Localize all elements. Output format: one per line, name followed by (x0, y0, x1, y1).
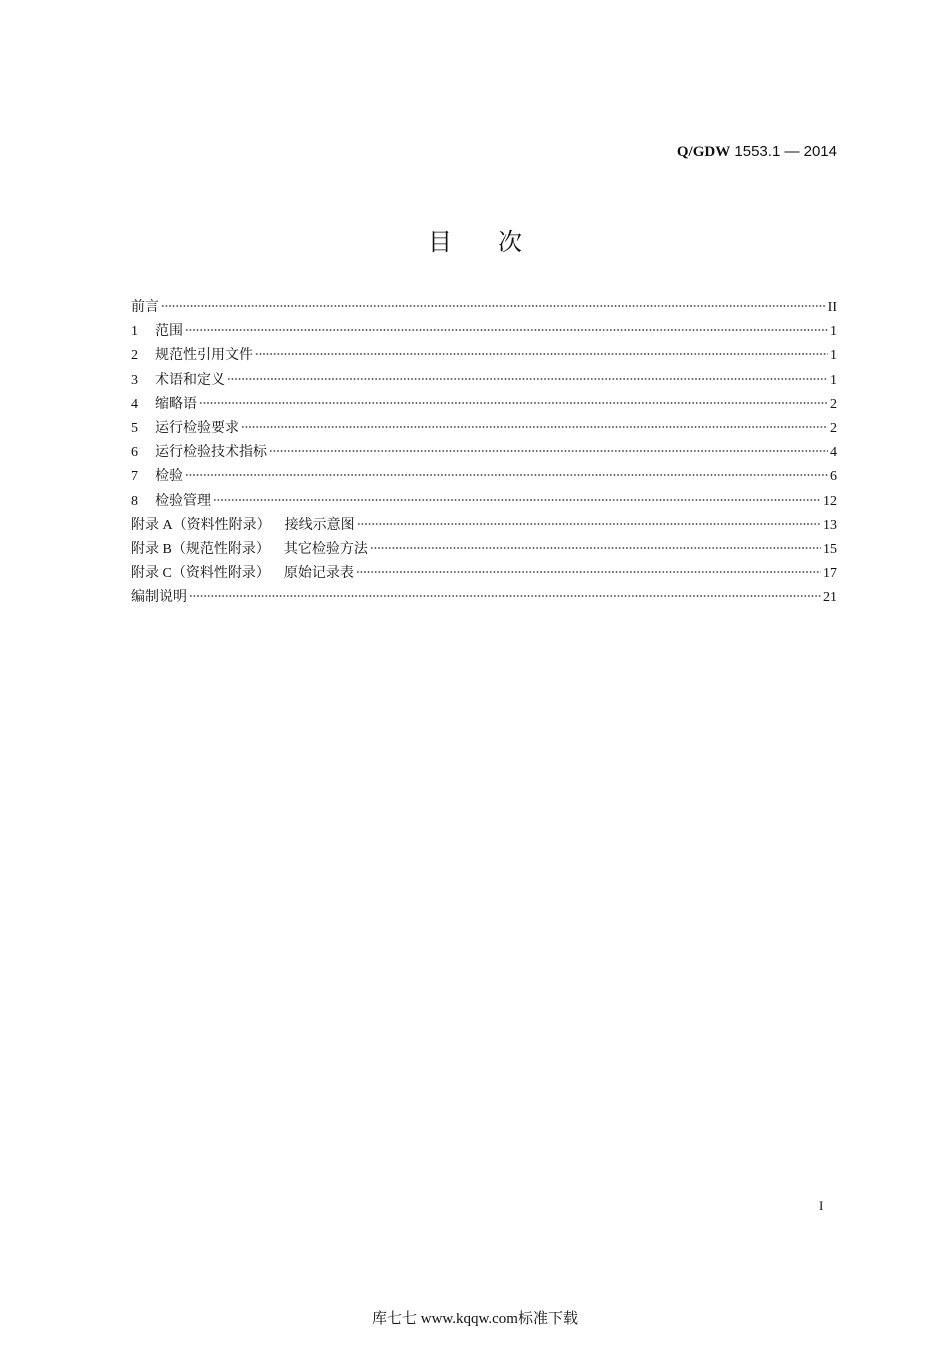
toc-entry-label: 范围 (155, 324, 183, 340)
toc-entry-label: 附录 B（规范性附录） (131, 541, 270, 557)
toc-leader-dots (189, 595, 821, 597)
page-number: I (819, 1198, 824, 1213)
toc-entry-label: 附录 C（资料性附录） (131, 566, 270, 582)
toc-entry-appendix-c[interactable] (131, 562, 837, 586)
document-code (677, 143, 837, 161)
toc-entry-page: 6 (830, 469, 837, 485)
toc-entry-label: 附录 A（资料性附录） (131, 517, 271, 533)
toc-entry-number: 7 (131, 469, 138, 485)
toc-entry-number: 5 (131, 420, 138, 436)
toc-entry-8[interactable] (131, 490, 837, 514)
toc-entry-4[interactable] (131, 393, 837, 417)
toc-entry-foreword[interactable] (131, 296, 837, 320)
toc-entry-page: 4 (830, 445, 837, 461)
toc-leader-dots (269, 450, 828, 452)
toc-leader-dots (370, 547, 821, 549)
toc-entry-number: 8 (131, 493, 138, 509)
toc-leader-dots (161, 305, 826, 307)
toc-entry-page: 12 (823, 493, 837, 509)
toc-leader-dots (255, 353, 828, 355)
toc-leader-dots (241, 426, 828, 428)
toc-entry-page: 2 (830, 420, 837, 436)
toc-leader-dots (356, 571, 821, 573)
toc-entry-page: 2 (830, 396, 837, 412)
toc-leader-dots (227, 378, 828, 380)
toc-entry-label: 术语和定义 (155, 372, 225, 388)
table-of-contents (131, 296, 837, 610)
toc-leader-dots (185, 329, 828, 331)
toc-entry-page: 1 (830, 324, 837, 340)
toc-entry-sublabel: 接线示意图 (284, 517, 355, 533)
toc-entry-6[interactable] (131, 441, 837, 465)
toc-entry-label: 前言 (131, 300, 159, 315)
toc-entry-number: 2 (131, 348, 138, 364)
toc-leader-dots (357, 523, 821, 525)
toc-entry-label: 检验 (155, 469, 183, 485)
toc-entry-2[interactable] (131, 344, 837, 368)
toc-entry-number: 4 (131, 396, 138, 412)
toc-title: 目次 (428, 228, 568, 256)
toc-entry-page: 15 (823, 541, 837, 557)
toc-entry-page: 1 (830, 348, 837, 364)
toc-leader-dots (185, 474, 828, 476)
toc-entry-page: 1 (830, 372, 837, 388)
toc-entry-page: 17 (823, 566, 837, 582)
toc-entry-1[interactable] (131, 320, 837, 344)
toc-entry-label: 缩略语 (155, 396, 197, 412)
toc-entry-label: 运行检验要求 (155, 420, 239, 436)
toc-entry-sublabel: 原始记录表 (283, 566, 354, 582)
toc-entry-label: 检验管理 (155, 493, 211, 509)
toc-leader-dots (213, 499, 821, 501)
toc-entry-label: 规范性引用文件 (155, 348, 253, 364)
toc-entry-label: 编制说明 (131, 590, 187, 606)
toc-entry-number: 6 (131, 445, 138, 461)
toc-entry-page: 21 (823, 590, 837, 606)
toc-entry-7[interactable] (131, 465, 837, 489)
toc-entry-appendix-b[interactable] (131, 538, 837, 562)
toc-entry-number: 3 (131, 372, 138, 388)
toc-leader-dots (199, 402, 828, 404)
toc-entry-appendix-a[interactable] (131, 514, 837, 538)
toc-entry-number: 1 (131, 324, 138, 340)
document-code-prefix: Q/GDW (676, 144, 731, 160)
toc-entry-page: 13 (823, 517, 837, 533)
toc-entry-page: II (827, 300, 837, 315)
toc-entry-label: 运行检验技术指标 (155, 445, 267, 461)
toc-entry-5[interactable] (131, 417, 837, 441)
footer-watermark-text: 库七七 www.kqqw.com标准下载 (372, 1311, 578, 1327)
toc-entry-3[interactable] (131, 369, 837, 393)
toc-entry-sublabel: 其它检验方法 (283, 541, 368, 557)
toc-entry-compilation-notes[interactable] (131, 586, 837, 610)
document-code-number: 1553.1 — 2014 (730, 143, 837, 160)
